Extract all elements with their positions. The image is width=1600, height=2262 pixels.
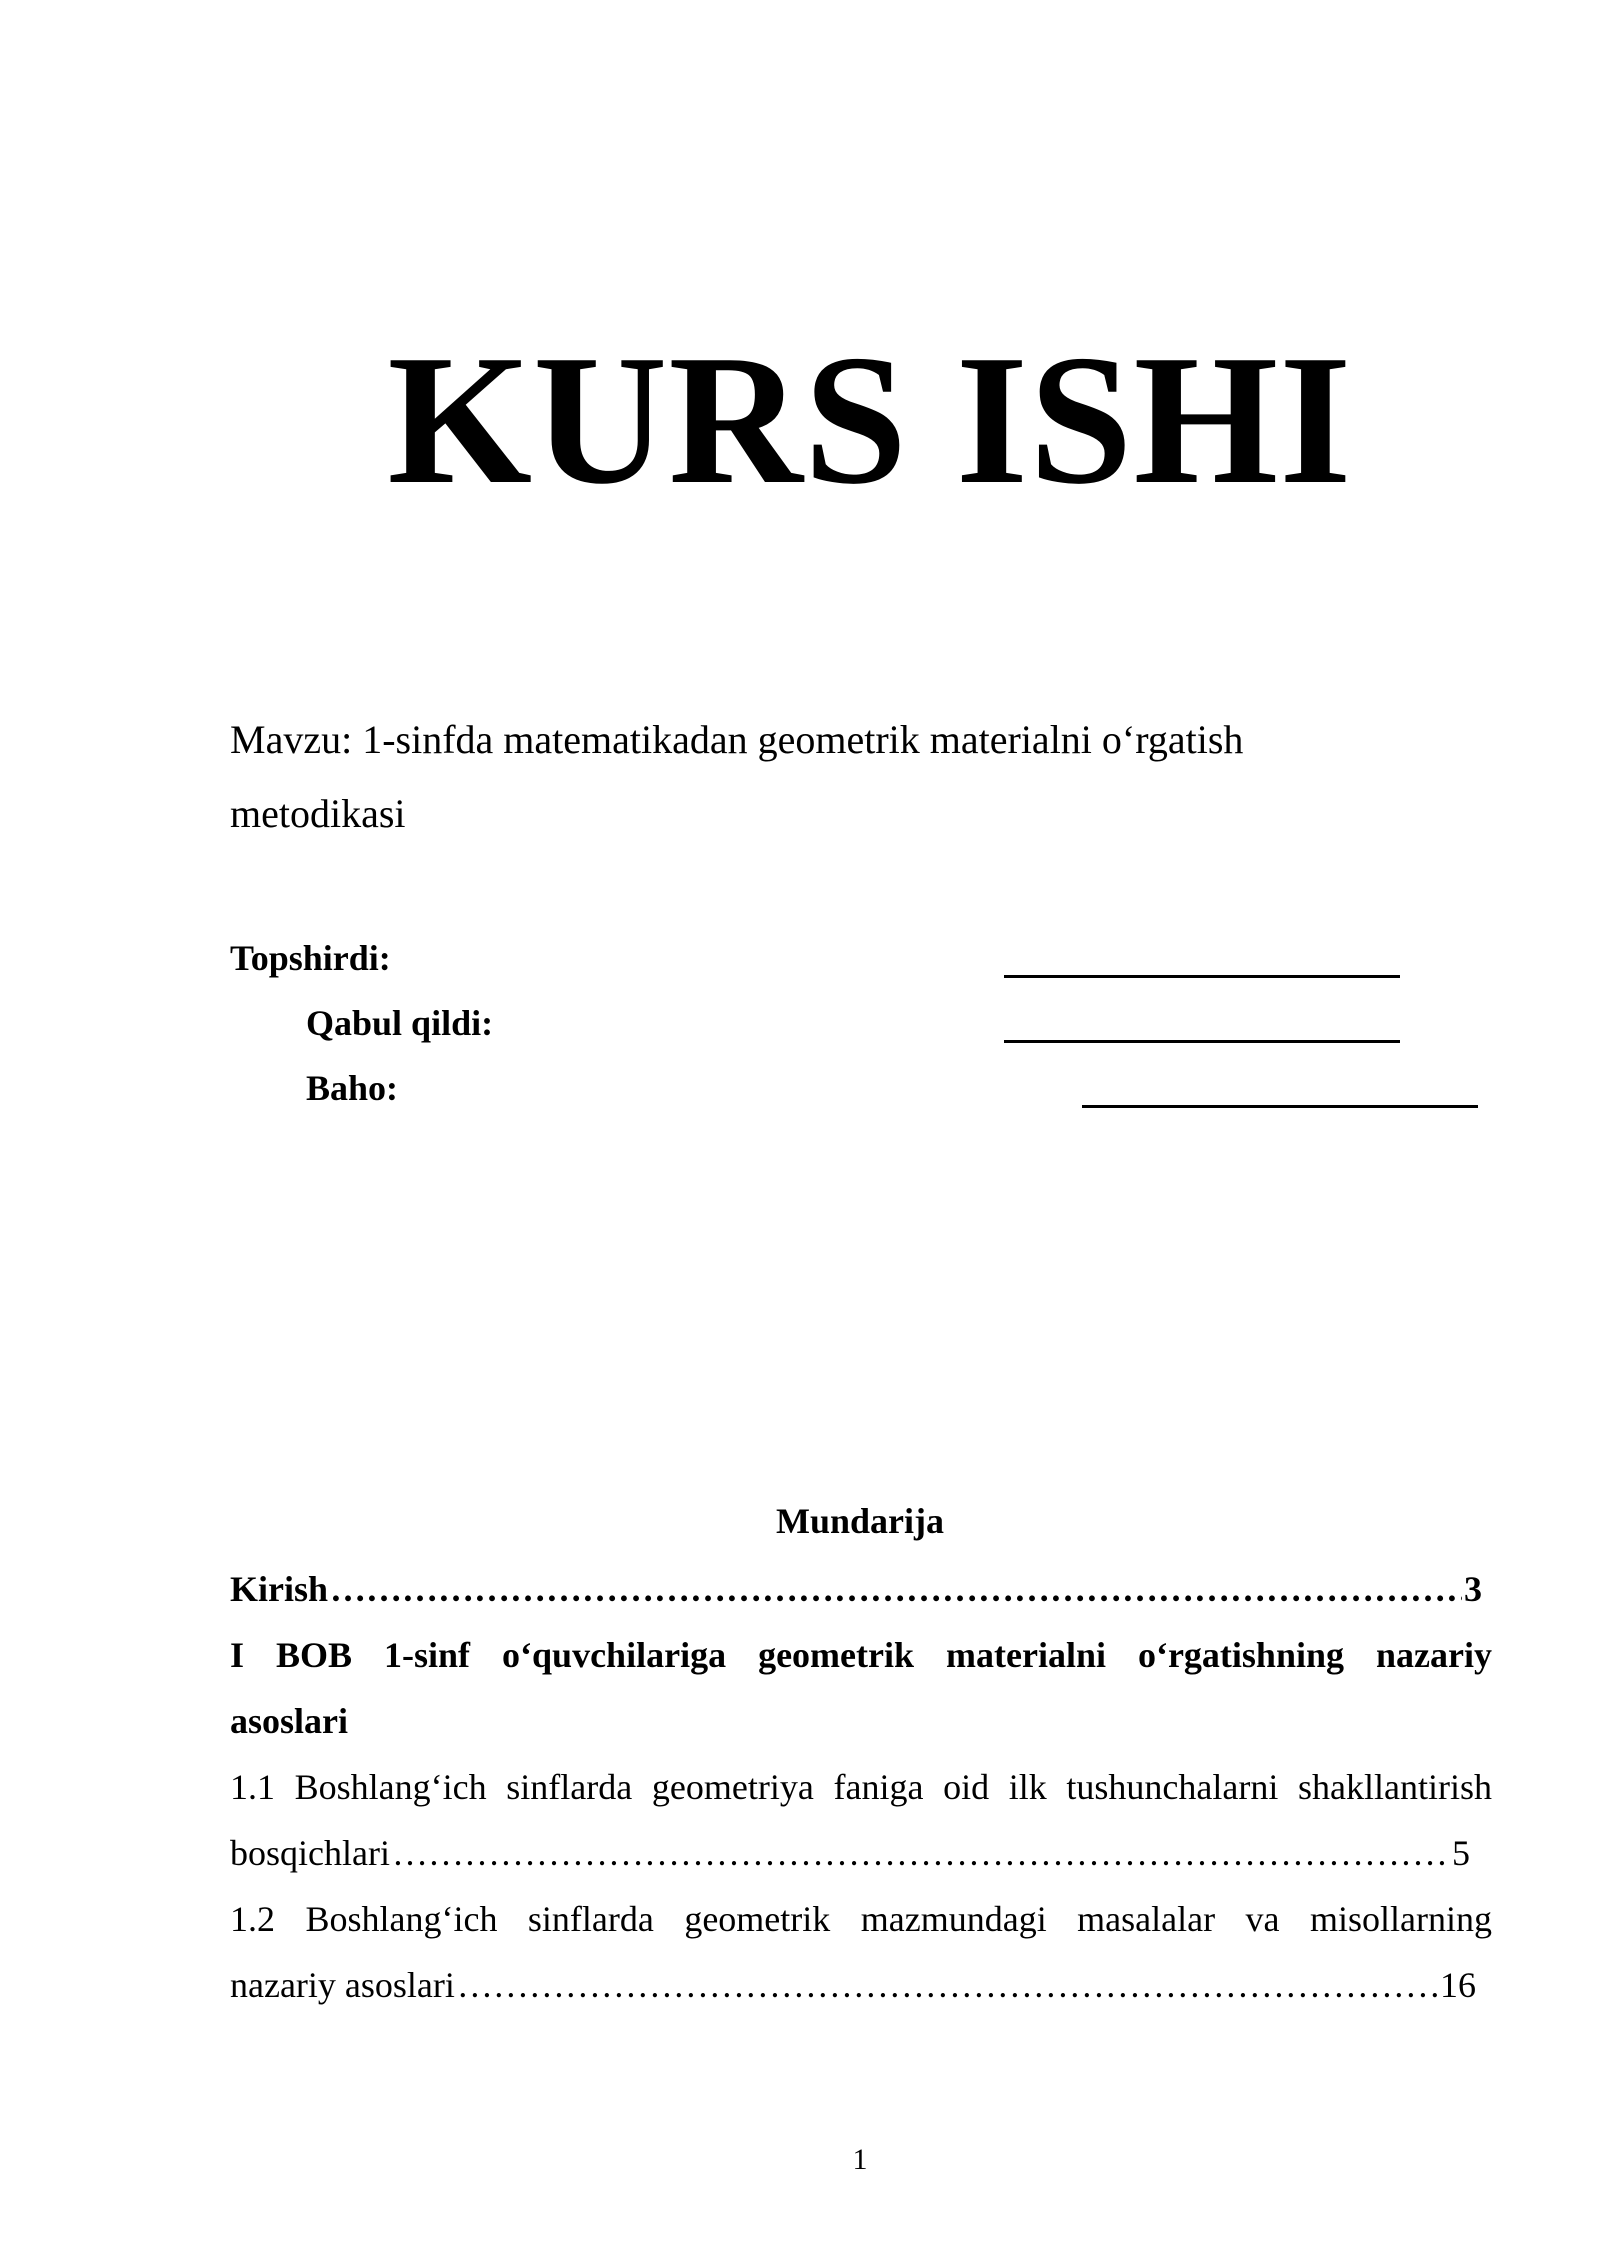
toc-entry-page: 5 <box>1452 1833 1470 1873</box>
toc-entry-label: Kirish <box>230 1569 329 1609</box>
toc-heading: Mundarija <box>775 1501 944 1541</box>
toc-entry-section-1-2 <box>230 1886 1492 2018</box>
toc-dot-leader <box>330 1556 1462 1622</box>
grade-signature-line <box>1082 1105 1478 1108</box>
toc-entry-label-cont: asoslari <box>230 1701 349 1741</box>
topic-block <box>230 703 1390 851</box>
topic-line-1: Mavzu: 1-sinfda matematikadan geometrik materialni o‘rgatish <box>230 717 1244 762</box>
page-number: 1 <box>852 2143 868 2176</box>
accepted-signature-line <box>1004 1040 1400 1043</box>
accepted-label: Qabul qildi: <box>306 1003 494 1043</box>
submitted-label: Topshirdi: <box>230 938 391 978</box>
grade-label: Baho: <box>306 1068 399 1108</box>
document-title: KURS ISHI <box>387 317 1353 523</box>
toc-entry-page: 16 <box>1440 1965 1476 2005</box>
toc-dot-leader <box>457 1952 1438 2018</box>
toc-entry-page: 3 <box>1464 1569 1482 1609</box>
toc-entry-label-cont: nazariy asoslari <box>230 1965 455 2005</box>
toc-entry-section-1-1 <box>230 1754 1492 1886</box>
submitted-signature-line <box>1004 975 1400 978</box>
topic-line-2: metodikasi <box>230 791 406 836</box>
toc-entry-label: 1.1 Boshlang‘ich sinflarda geometriya faniga oid ilk tushunchalarni shakllantirish <box>230 1767 1492 1807</box>
toc-entry-intro <box>230 1556 1482 1622</box>
toc-entry-label: I BOB 1-sinf o‘quvchilariga geometrik materialni o‘rgatishning nazariy <box>230 1635 1492 1675</box>
toc-entry-chapter-1 <box>230 1622 1492 1754</box>
toc-entry-label: 1.2 Boshlang‘ich sinflarda geometrik mazmundagi masalalar va misollarning <box>230 1899 1492 1939</box>
toc-dot-leader <box>392 1820 1450 1886</box>
toc-entry-label-cont: bosqichlari <box>230 1833 390 1873</box>
